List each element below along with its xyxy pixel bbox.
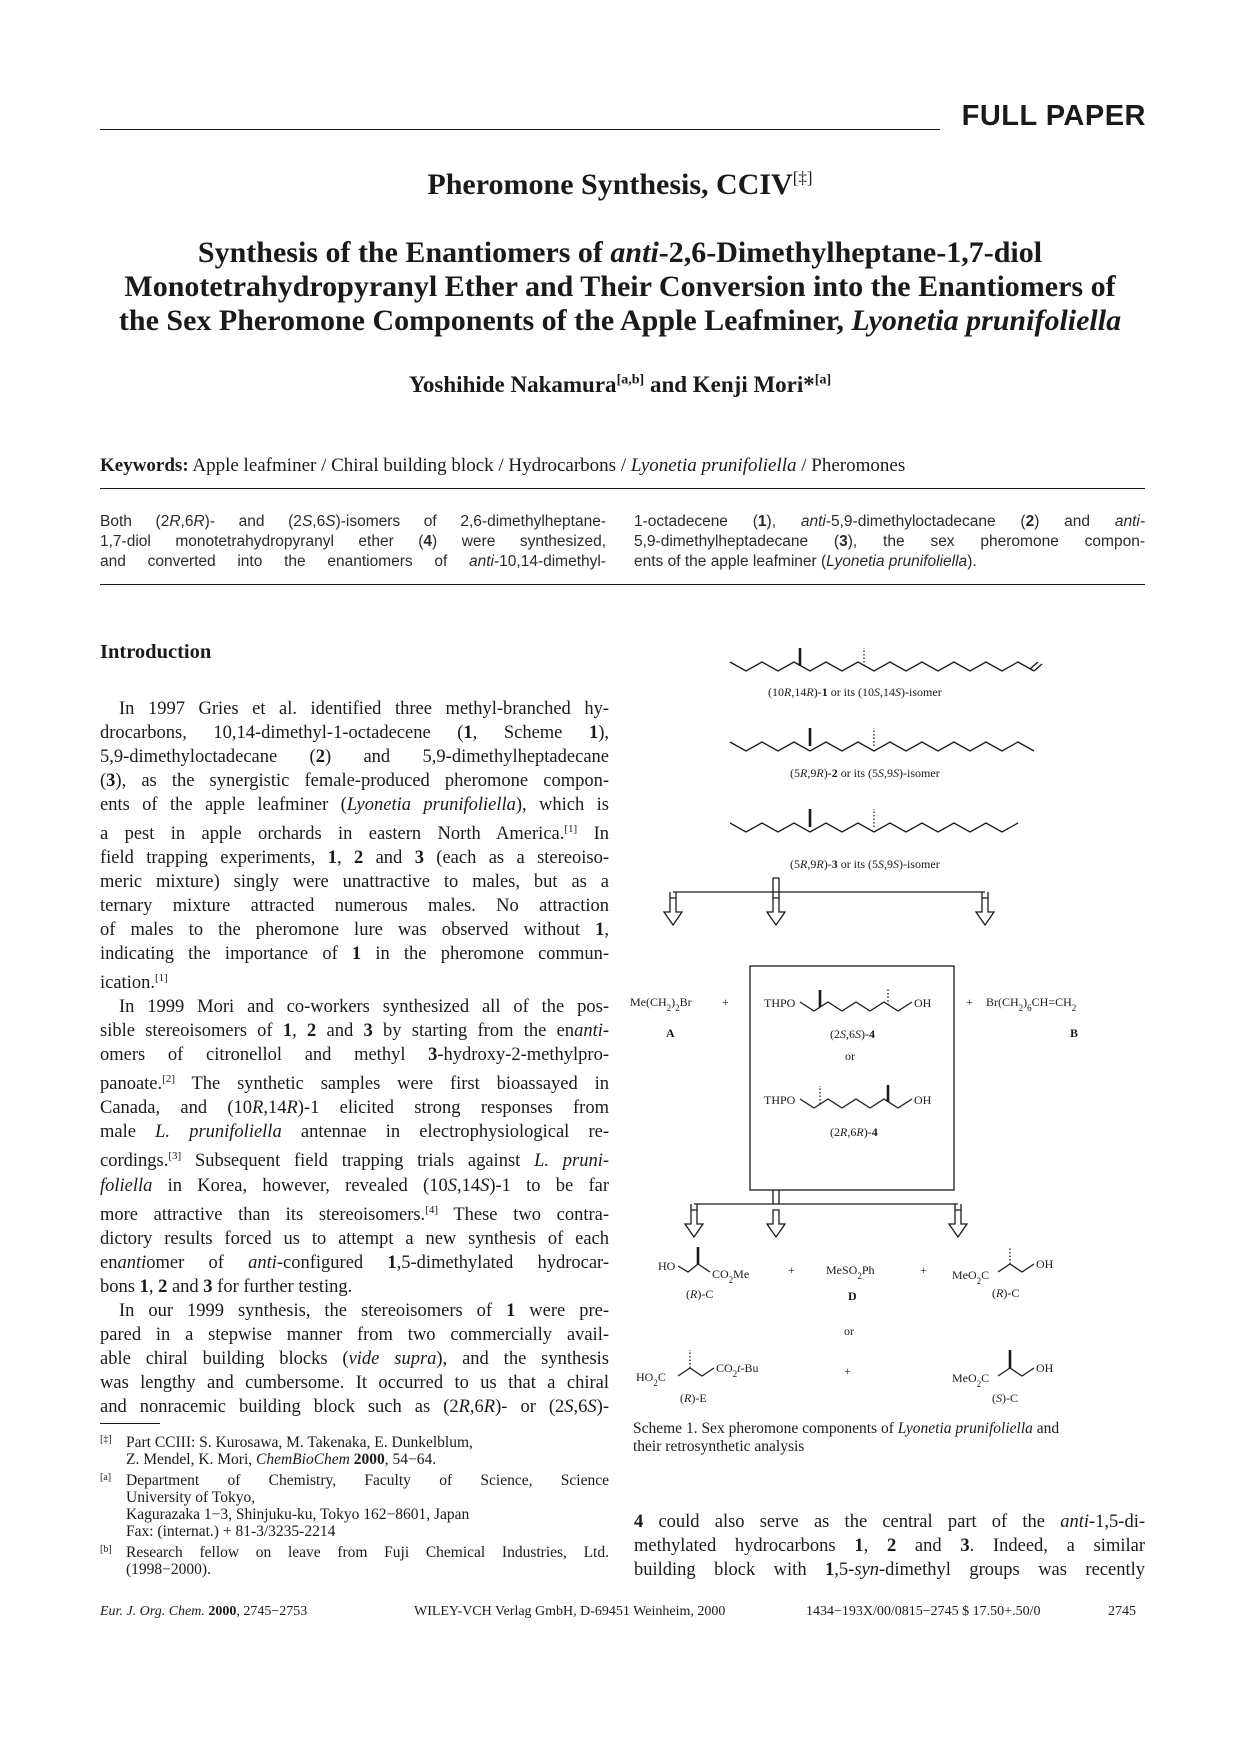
oh-4: OH — [1036, 1361, 1054, 1375]
oh-2: OH — [914, 1093, 932, 1107]
text-line: (3), as the synergistic female-produced pheromone compon- — [100, 771, 609, 791]
article-title: Synthesis of the Enantiomers of anti-2,6-Dimethylheptane-1,7-diol Monotetrahydropyranyl Ether and Their Conversion into the Enantiomers of the Sex Pheromone Components of the Apple Leafminer, Lyonetia prunifoliella — [118, 236, 1122, 337]
text-line: dictory results forced us to attempt a new synthesis of each — [100, 1228, 609, 1249]
footer-citation: Eur. J. Org. Chem. 2000, 2745−2753 — [100, 1604, 308, 1619]
text-line: 5,9-dimethyloctadecane (2) and 5,9-dimethylheptadecane — [100, 747, 609, 767]
text-line: enantiomer of anti-configured 1,5-dimethylated hydrocar- — [100, 1252, 609, 1273]
label-2r6r-4: (2R,6R)-4 — [830, 1125, 878, 1139]
oh-1: OH — [914, 996, 932, 1010]
meo2c-2: MeO$_2$C — [952, 1371, 990, 1389]
text-line: indicating the importance of 1 in the pheromone commun- — [100, 944, 609, 965]
text-line: bons 1, 2 and 3 for further testing. — [100, 1276, 353, 1297]
label-compound-3: (5R,9R)-3 or its (5S,9S)-isomer — [790, 857, 940, 871]
meo2c-1: MeO$_2$C — [952, 1268, 990, 1286]
or-2: or — [844, 1324, 854, 1338]
text-line: foliella in Korea, however, revealed (10S,14S)-1 to be far — [100, 1175, 609, 1196]
text-line: sible stereoisomers of 1, 2 and 3 by starting from the enanti- — [100, 1021, 610, 1042]
text-line: able chiral building blocks (vide supra), and the synthesis — [100, 1348, 609, 1369]
series-title: Pheromone Synthesis, CCIV[‡] — [427, 168, 813, 201]
label-a: A — [666, 1026, 675, 1040]
keywords-rule — [100, 488, 1145, 489]
plus-3: + — [788, 1263, 795, 1277]
label-compound-2: (5R,9R)-2 or its (5S,9S)-isomer — [790, 766, 940, 780]
text-line: field trapping experiments, 1, 2 and 3 (each as a stereoiso- — [100, 848, 610, 869]
footnote-rule — [100, 1423, 160, 1424]
mesoph: MeSO$_2$Ph — [826, 1263, 875, 1281]
structure-1 — [730, 648, 1042, 671]
text-line: pared in a stepwise manner from two commercially avail- — [100, 1324, 609, 1345]
text-line: methylated hydrocarbons 1, 2 and 3. Indeed, a similar — [634, 1536, 1145, 1556]
abstract-left: Both (2R,6R)- and (2S,6S)-isomers of 2,6-dimethylheptane- 1,7-diol monotetrahydropyranyl ether (4) were synthesized, and converted into the enantiomers of anti-10,14-dimethyl- — [100, 513, 607, 570]
ho2c: $HO_2C$ — [636, 1370, 666, 1388]
label-d: D — [848, 1289, 857, 1303]
authors: Yoshihide Nakamura[a,b] and Kenji Mori*[a] — [408, 372, 832, 397]
header-rule — [100, 129, 940, 130]
plus-2: + — [966, 995, 973, 1009]
label-sc: (S)-C — [992, 1391, 1018, 1405]
text-line: Canada, and (10R,14R)-1 elicited strong responses from — [100, 1098, 609, 1119]
reagent-b: $Br(CH_2)_6CH=CH_2$ — [986, 995, 1077, 1013]
text-line: cordings.[3] Subsequent field trapping trials against L. pruni- — [100, 1150, 609, 1172]
scheme-1 — [630, 630, 1150, 1415]
structure-2 — [730, 728, 1034, 751]
text-line: 4 could also serve as the central part of the anti-1,5-di- — [634, 1512, 1145, 1532]
label-rc-2: (R)-C — [992, 1286, 1020, 1300]
text-line: of males to the pheromone lure was observed without 1, — [100, 920, 609, 941]
label-compound-1: (10R,14R)-1 or its (10S,14S)-isomer — [768, 685, 942, 699]
plus-1: + — [722, 995, 729, 1009]
retro-arrows-bottom — [685, 1190, 967, 1237]
footer-publisher: WILEY-VCH Verlag GmbH, D-69451 Weinheim, 2000 — [414, 1604, 726, 1619]
label-rc-1: (R)-C — [686, 1287, 714, 1301]
text-line: ication.[1] — [100, 972, 168, 994]
text-line: In 1999 Mori and co-workers synthesized all of the pos- — [119, 997, 609, 1018]
co2me-1: $CO_2Me$ — [712, 1267, 750, 1285]
scheme-caption: Scheme 1. Sex pheromone components of Lyonetia prunifoliella and their retrosynthetic analysis — [633, 1420, 1060, 1455]
body-right-column — [634, 1510, 1145, 1582]
footer-issn: 1434−193X/00/0815−2745 $ 17.50+.50/0 — [806, 1604, 1041, 1619]
keywords: Keywords: Apple leafminer / Chiral building block / Hydrocarbons / Lyonetia prunifoliella / Pheromones — [100, 455, 906, 476]
introduction-body — [100, 697, 609, 1419]
text-line: omers of citronellol and methyl 3-hydroxy-2-methylpro- — [100, 1045, 609, 1066]
text-line: ternary mixture attracted numerous males. No attraction — [100, 896, 609, 917]
text-line: drocarbons, 10,14-dimethyl-1-octadecene (1, Scheme 1), — [100, 723, 609, 743]
ho-1: HO — [658, 1259, 676, 1273]
label-b: B — [1070, 1026, 1079, 1040]
thpo-2: THPO — [764, 1093, 796, 1107]
thpo-1: THPO — [764, 996, 796, 1010]
or-1: or — [845, 1049, 855, 1063]
section-label: FULL PAPER — [961, 100, 1146, 132]
label-2s6s-4: (2S,6S)-4 — [830, 1027, 875, 1041]
text-line: In our 1999 synthesis, the stereoisomers of 1 were pre- — [119, 1300, 609, 1321]
plus-4: + — [920, 1263, 927, 1277]
oh-3: OH — [1036, 1257, 1054, 1271]
co2tbu: $CO_2t-Bu$ — [716, 1361, 759, 1379]
text-line: male L. prunifoliella antennae in electrophysiological re- — [100, 1122, 610, 1143]
text-line: ents of the apple leafminer (Lyonetia prunifoliella), which is — [100, 795, 609, 815]
text-line: and nonracemic building block such as (2R,6R)- or (2S,6S)- — [100, 1396, 609, 1417]
text-line: panoate.[2] The synthetic samples were first bioassayed in — [100, 1073, 609, 1095]
text-line: was lengthy and cumbersome. It occurred to us that a chiral — [100, 1372, 609, 1393]
text-line: more attractive than its stereoisomers.[4] These two contra- — [100, 1203, 609, 1225]
structure-3 — [730, 809, 1018, 832]
reagent-a: $Me(CH_2)_2Br$ — [630, 995, 692, 1013]
label-re: (R)-E — [680, 1391, 707, 1405]
abstract-right: 1-octadecene (1), anti-5,9-dimethyloctadecane (2) and anti- 5,9-dimethylheptadecane (3), the sex pheromone compon- ents of the apple leafminer (Lyonetia prunifoliella). — [634, 513, 1145, 570]
page-number: 2745 — [1108, 1604, 1136, 1619]
retro-arrows-top — [664, 878, 994, 925]
text-line: In 1997 Gries et al. identified three methyl-branched hy- — [119, 699, 609, 719]
introduction-heading: Introduction — [100, 641, 212, 663]
abstract-rule — [100, 584, 1145, 585]
text-line: a pest in apple orchards in eastern North America.[1] In — [100, 823, 609, 845]
text-line: meric mixture) singly were unattractive to males, but as a — [100, 872, 609, 893]
text-line: building block with 1,5-syn-dimethyl groups was recently — [634, 1560, 1145, 1580]
plus-5: + — [844, 1364, 851, 1378]
